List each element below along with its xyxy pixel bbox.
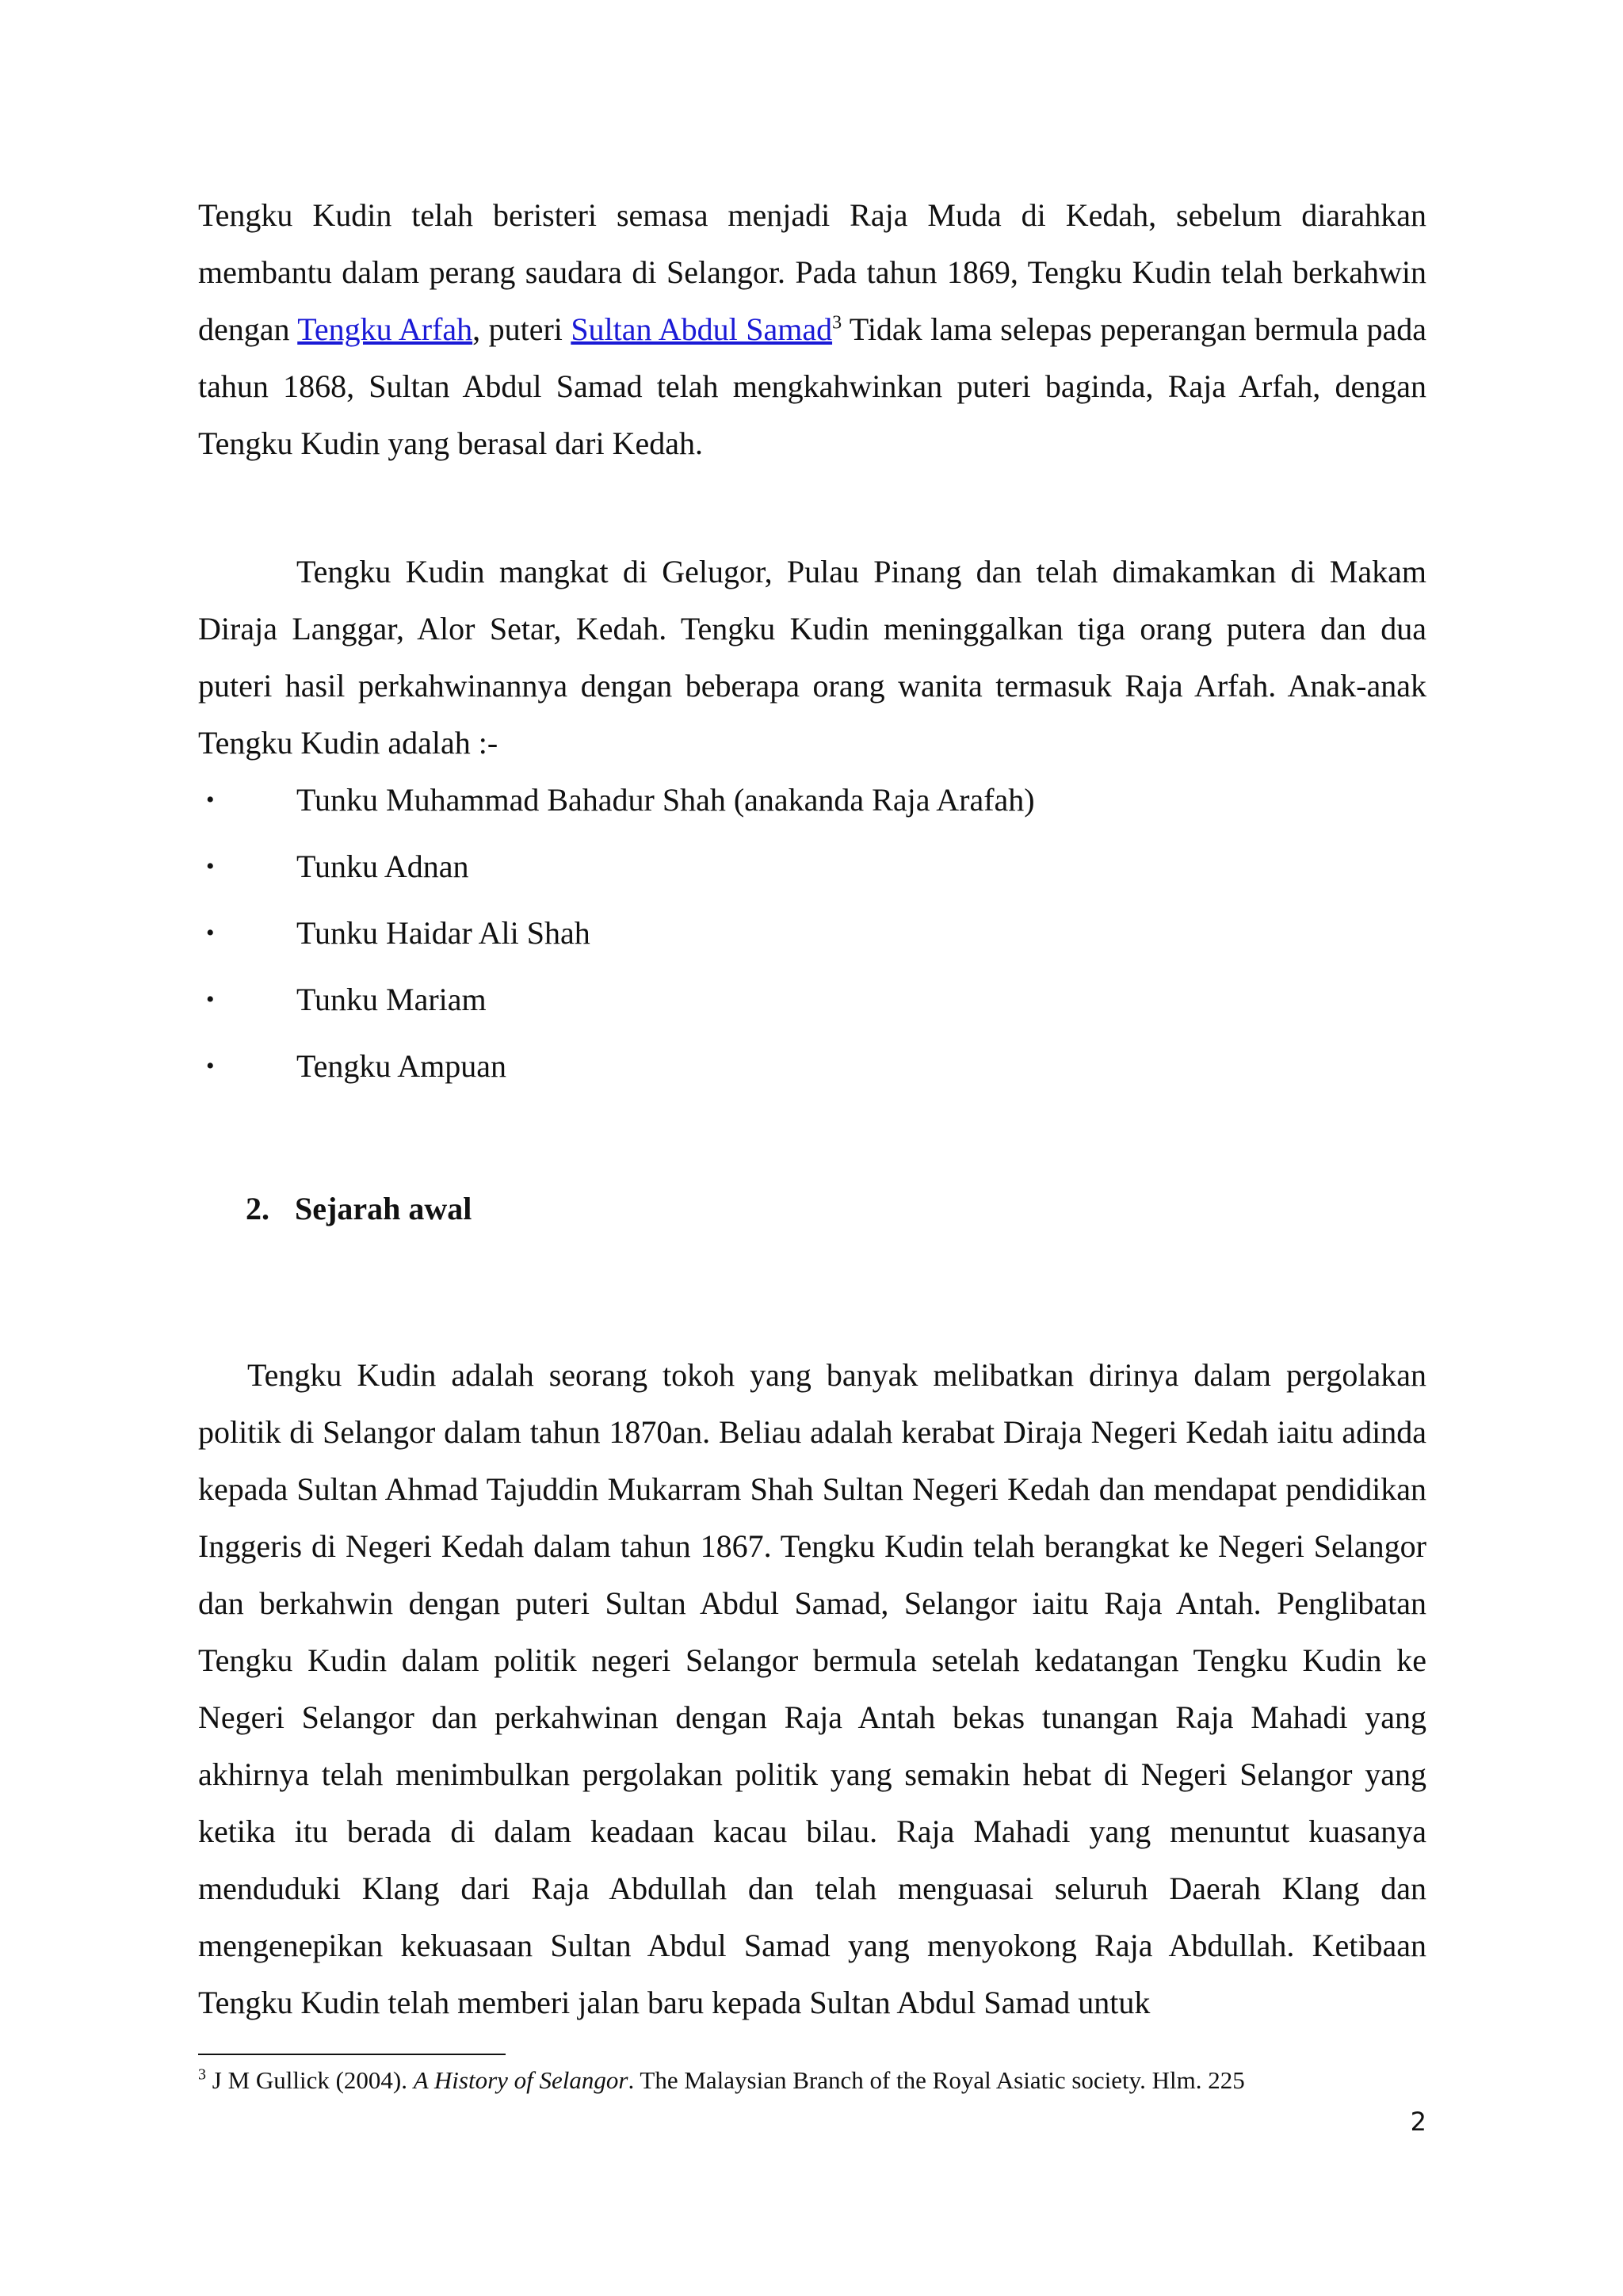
- link-tengku-arfah[interactable]: Tengku Arfah: [297, 311, 473, 347]
- paragraph-marriage: [198, 187, 1426, 472]
- bullet-icon: •: [206, 920, 215, 946]
- list-item-text: Tunku Haidar Ali Shah: [296, 915, 590, 951]
- footnote-separator: [198, 2054, 506, 2055]
- paragraph-text: Tidak lama selepas peperangan bermula pada tahun 1868, Sultan Abdul Samad telah mengkahwinkan puteri baginda, Raja Arfah, dengan Tengku Kudin yang berasal dari Kedah.: [198, 311, 1426, 461]
- paragraph-early-history: Tengku Kudin adalah seorang tokoh yang banyak melibatkan dirinya dalam pergolakan politik di Selangor dalam tahun 1870an. Beliau adalah kerabat Diraja Negeri Kedah iaitu adinda kepada Sultan Ahmad Tajuddin Mukarram Shah Sultan Negeri Kedah dan mendapat pendidikan Inggeris di Negeri Kedah dalam tahun 1867. Tengku Kudin telah berangkat ke Negeri Selangor dan berkahwin dengan puteri Sultan Abdul Samad, Selangor iaitu Raja Antah. Penglibatan Tengku Kudin dalam politik negeri Selangor bermula setelah kedatangan Tengku Kudin ke Negeri Selangor dan perkahwinan dengan Raja Antah bekas tunangan Raja Mahadi yang akhirnya telah menimbulkan pergolakan politik yang semakin hebat di Negeri Selangor yang ketika itu berada di dalam keadaan kacau bilau. Raja Mahadi yang menuntut kuasanya menduduki Klang dari Raja Abdullah dan telah menguasai seluruh Daerah Klang dan mengenepikan kekuasaan Sultan Abdul Samad yang menyokong Raja Abdullah. Ketibaan Tengku Kudin telah memberi jalan baru kepada Sultan Abdul Samad untuk: [198, 1357, 1426, 2020]
- list-item: [198, 838, 1426, 905]
- paragraph-death: Tengku Kudin mangkat di Gelugor, Pulau Pinang dan telah dimakamkan di Makam Diraja Langgar, Alor Setar, Kedah. Tengku Kudin meninggalkan tiga orang putera dan dua puteri hasil perkahwinannya dengan beberapa orang wanita termasuk Raja Arfah. Anak-anak Tengku Kudin adalah :-: [198, 554, 1426, 761]
- footnote-book-title: A History of Selangor: [413, 2066, 628, 2094]
- list-item: [198, 1038, 1426, 1104]
- footnote-number: 3: [198, 2065, 206, 2084]
- page-number: 2: [1410, 2107, 1426, 2137]
- paragraph-text: Tengku Kudin telah beristeri semasa menjadi Raja Muda di Kedah, sebelum diarahkan membantu dalam perang saudara di Selangor. Pada tahun 1869, Tengku Kudin telah berkahwin dengan: [198, 197, 1426, 347]
- list-item: [198, 905, 1426, 971]
- list-item: [198, 772, 1426, 838]
- section-number: 2.: [246, 1191, 269, 1226]
- list-item-text: Tunku Adnan: [296, 849, 469, 884]
- list-item-text: Tunku Mariam: [296, 982, 487, 1017]
- footnote-author: J M Gullick (2004).: [206, 2066, 414, 2094]
- children-list: [198, 772, 1426, 1104]
- footnote-rest: . The Malaysian Branch of the Royal Asiatic society. Hlm. 225: [628, 2066, 1245, 2094]
- section-title: Sejarah awal: [295, 1191, 472, 1226]
- section-heading: [246, 1180, 472, 1238]
- bullet-icon: •: [206, 1053, 215, 1079]
- paragraph-text: , puteri: [472, 311, 571, 347]
- list-item-text: Tengku Ampuan: [296, 1048, 506, 1084]
- bullet-icon: •: [206, 986, 215, 1013]
- list-item-text: Tunku Muhammad Bahadur Shah (anakanda Raja Arafah): [296, 782, 1035, 818]
- footnote: [198, 2063, 1434, 2098]
- list-item: [198, 971, 1426, 1038]
- bullet-icon: •: [206, 787, 215, 813]
- link-sultan-abdul-samad[interactable]: Sultan Abdul Samad: [571, 311, 833, 347]
- footnote-reference: 3: [832, 312, 842, 334]
- bullet-icon: •: [206, 853, 215, 879]
